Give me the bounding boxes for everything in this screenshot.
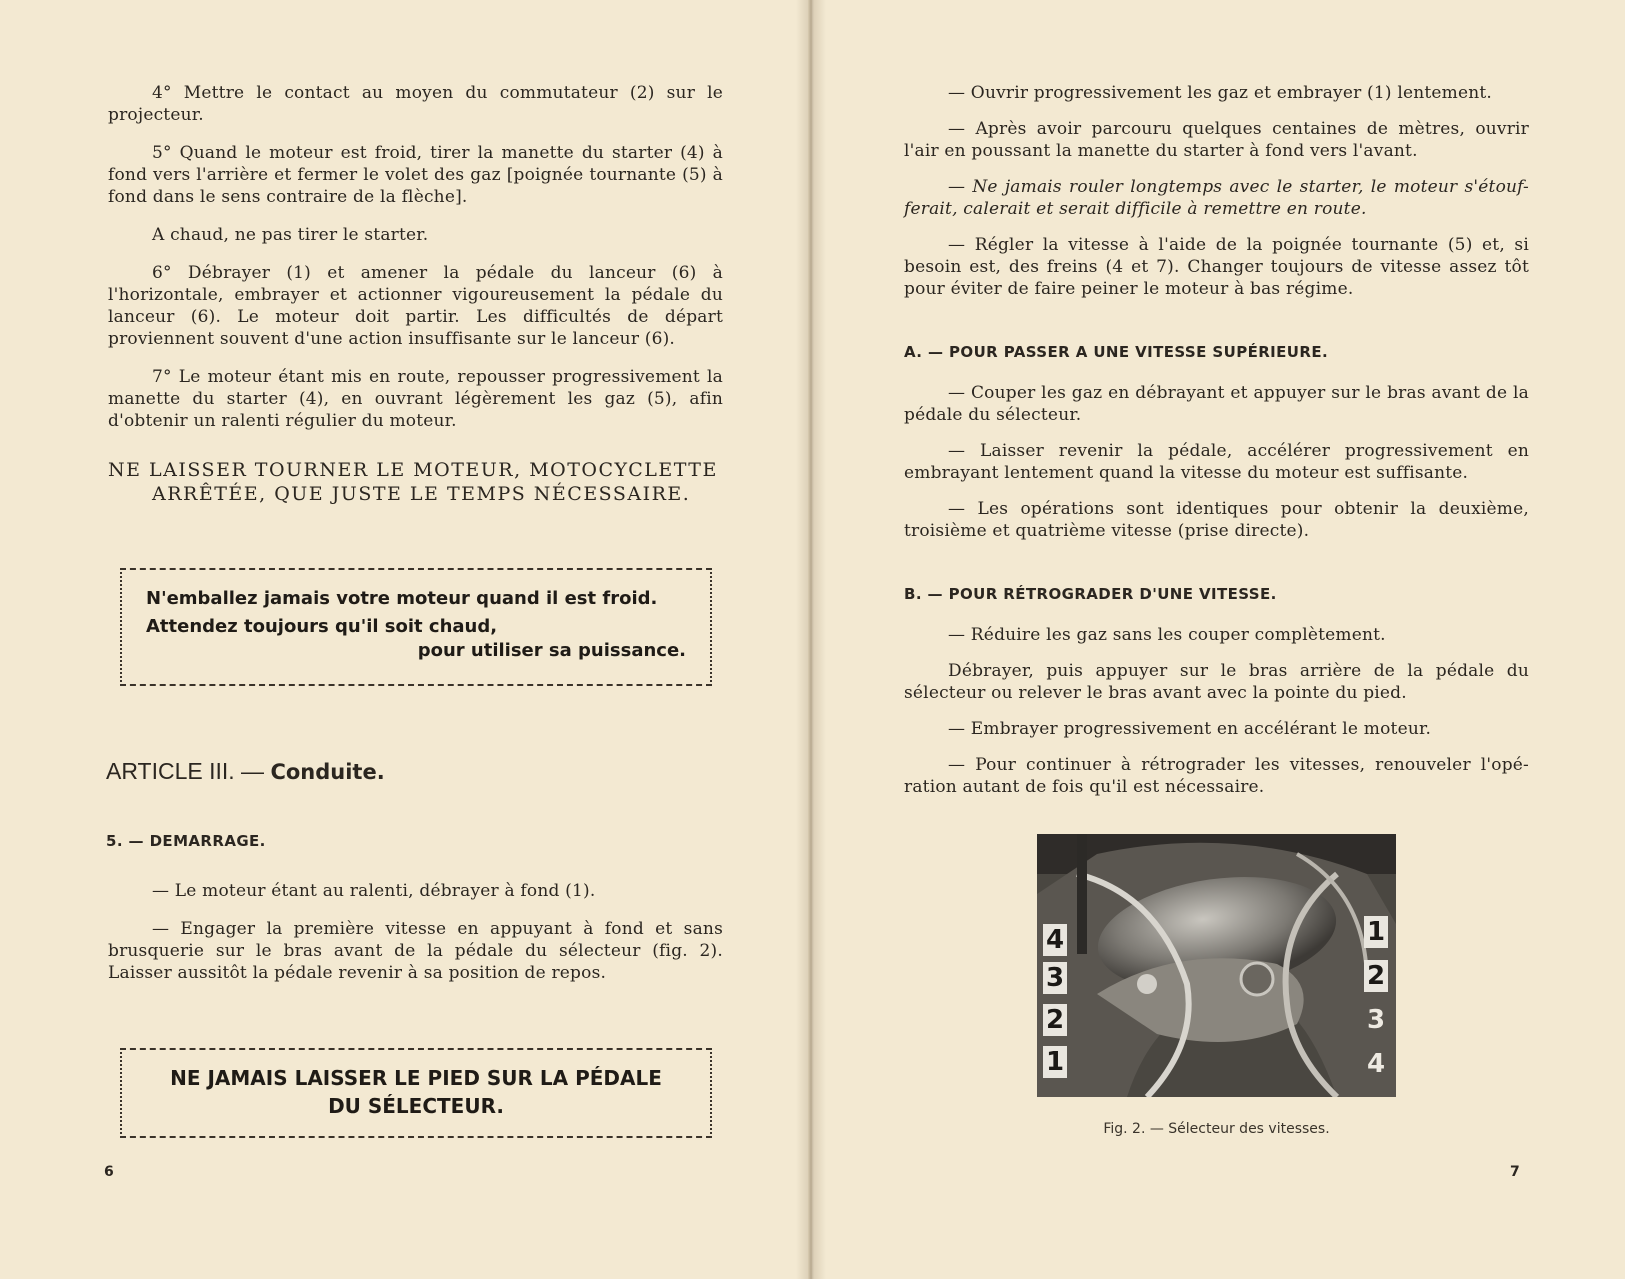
section-b-instructions [904, 624, 1529, 798]
box2-line2: DU SÉLECTEUR. [328, 1094, 504, 1118]
box2-line1: NE JAMAIS LAISSER LE PIED SUR LA PÉDALE [170, 1066, 662, 1090]
section-a-instructions [904, 382, 1529, 542]
gear-label-right-4: 4 [1366, 1049, 1386, 1079]
step-6: 6° Débrayer (1) et amener la pédale du lanceur (6) à l'horizontale, embrayer et actionner vigoureusement la pédale du lanceur (6). Le moteur doit partir. Les difficultés de départ proviennent souvent d'une action insuffisante sur le lanceur (6). [108, 263, 723, 349]
idle-warning-line2: ARRÊTÉE, QUE JUSTE LE TEMPS NÉCESSAIRE. [152, 483, 691, 505]
box1-line3: pour utiliser sa puissance. [417, 640, 686, 661]
step-7: 7° Le moteur étant mis en route, repousser progressivement la manette du starter (4), en ouvrant légèrement les gaz (5), afin d'obtenir un ralenti régulier du moteur. [108, 367, 723, 431]
intro-1: — Ouvrir progressivement les gaz et embrayer (1) lentement. [948, 83, 1493, 103]
step-4: 4° Mettre le contact au moyen du commutateur (2) sur le projecteur. [108, 83, 723, 125]
cold-engine-warning-box [120, 568, 712, 686]
page-number-right: 7 [1510, 1164, 1520, 1180]
gear-selector-photo [1037, 834, 1396, 1097]
demarrage-instructions [108, 880, 723, 984]
pedal-warning-box [120, 1048, 712, 1138]
gear-label-left-2: 2 [1043, 1004, 1067, 1036]
gear-label-right-1: 1 [1364, 916, 1388, 948]
heading-a: A. — POUR PASSER A UNE VITESSE SUPÉRIEURE. [904, 343, 1329, 361]
section-demarrage: 5. — DEMARRAGE. [106, 832, 266, 850]
b-step-4: — Pour continuer à rétrograder les vitesses, renouveler l'opé-ration autant de fois qu'il est nécessaire. [904, 755, 1529, 797]
heading-b: B. — POUR RÉTROGRADER D'UNE VITESSE. [904, 585, 1277, 603]
demarrage-step-2: — Engager la première vitesse en appuyant à fond et sans brusquerie sur le bras avant de la pédale du sélecteur (fig. 2). Laisser aussitôt la pédale revenir à sa position de repos. [108, 919, 723, 983]
left-instructions [108, 82, 723, 432]
box1-line2: Attendez toujours qu'il soit chaud, [146, 616, 498, 637]
a-step-2: — Laisser revenir la pédale, accélérer progressivement en embrayant lentement quand la vitesse du moteur est suffisante. [904, 441, 1529, 483]
a-step-1: — Couper les gaz en débrayant et appuyer sur le bras avant de la pédale du sélecteur. [904, 383, 1529, 425]
article-title [106, 758, 385, 785]
article-name: Conduite. [270, 760, 385, 784]
idle-warning [108, 458, 723, 506]
gear-label-left-1: 1 [1043, 1046, 1067, 1078]
gear-label-left-4: 4 [1043, 924, 1067, 956]
gear-label-left-3: 3 [1043, 962, 1067, 994]
a-step-3: — Les opérations sont identiques pour obtenir la deuxième, troisième et quatrième vitesse (prise directe). [904, 499, 1529, 541]
box1-line1: N'emballez jamais votre moteur quand il est froid. [146, 588, 658, 609]
intro-4: — Régler la vitesse à l'aide de la poignée tournante (5) et, si besoin est, des freins (4 et 7). Changer toujours de vitesse assez tôt pour éviter de faire peiner le moteur à bas régime. [904, 235, 1529, 299]
b-step-3: — Embrayer progressivement en accélérant le moteur. [948, 719, 1432, 739]
b-step-2: Débrayer, puis appuyer sur le bras arrière de la pédale du sélecteur ou relever le bras avant avec la pointe du pied. [904, 661, 1529, 703]
idle-warning-line1: NE LAISSER TOURNER LE MOTEUR, MOTOCYCLETTE [108, 459, 718, 481]
page-number-left: 6 [104, 1164, 114, 1180]
b-step-1: — Réduire les gaz sans les couper complètement. [948, 625, 1386, 645]
right-intro [904, 82, 1529, 300]
book-gutter [796, 0, 826, 1279]
intro-2: — Après avoir parcouru quelques centaines de mètres, ouvrir l'air en poussant la manette du starter à fond vers l'avant. [904, 119, 1529, 161]
gear-selector-illustration [1037, 834, 1396, 1097]
gear-label-right-2: 2 [1364, 960, 1388, 992]
article-prefix: ARTICLE III. — [106, 758, 271, 784]
hot-note: A chaud, ne pas tirer le starter. [152, 225, 429, 245]
gear-label-right-3: 3 [1366, 1005, 1386, 1035]
step-5: 5° Quand le moteur est froid, tirer la manette du starter (4) à fond vers l'arrière et fermer le volet des gaz [poignée tournante (5) à fond dans le sens contraire de la flèche]. [108, 143, 723, 207]
figure-caption: Fig. 2. — Sélecteur des vitesses. [1103, 1121, 1330, 1137]
left-page [0, 0, 808, 1279]
intro-3: — Ne jamais rouler longtemps avec le starter, le moteur s'étouf-ferait, calerait et serait difficile à remettre en route. [904, 177, 1529, 219]
demarrage-step-1: — Le moteur étant au ralenti, débrayer à fond (1). [152, 881, 596, 901]
